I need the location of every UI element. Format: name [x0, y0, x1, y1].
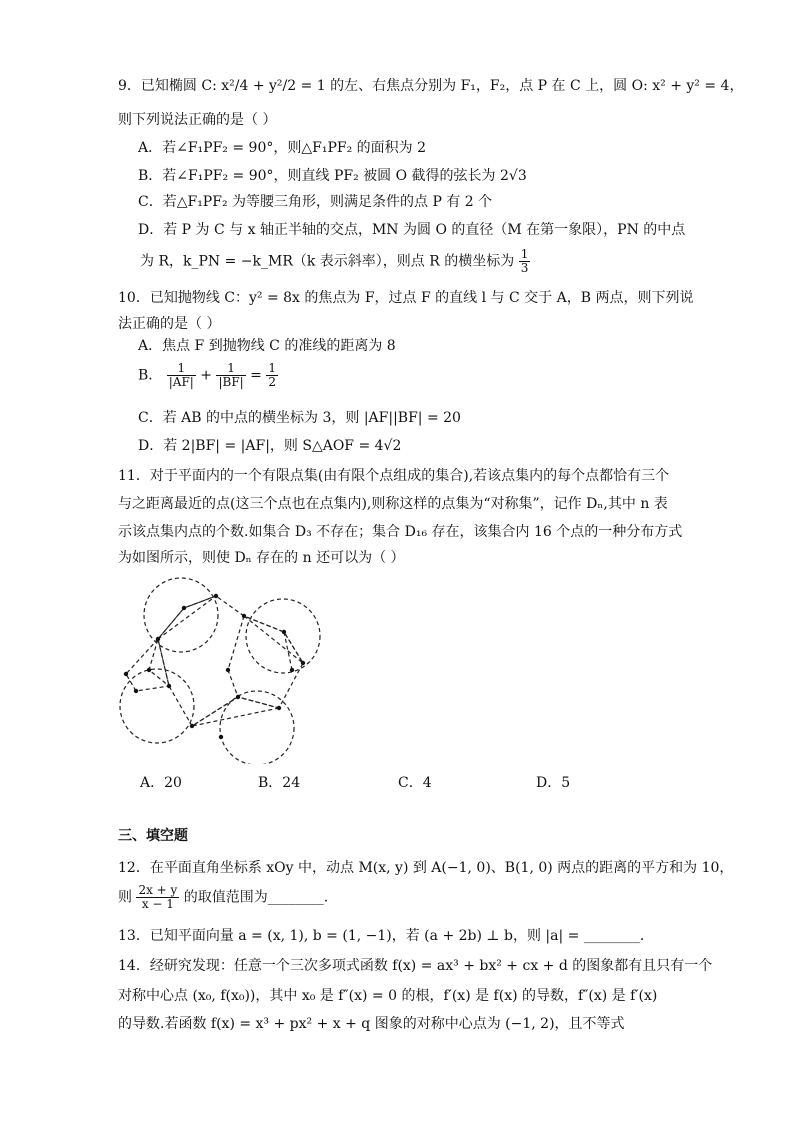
q11-choice-b: B．24 — [258, 775, 301, 791]
circle-bottom-left — [120, 669, 194, 743]
circle-top-left — [144, 578, 218, 652]
q12-fraction — [136, 884, 179, 911]
q11-stem-line3: 示该点集内点的个数.如集合 D₃ 不存在；集合 D₁₆ 存在，该集合内 16 个点的一种分布方式 — [118, 524, 683, 540]
point — [190, 724, 194, 728]
q10-fraction-3 — [266, 362, 278, 389]
section-heading: 三、填空题 — [118, 828, 188, 844]
q9-fraction — [519, 248, 531, 275]
point — [236, 695, 240, 699]
q12-stem-line2 — [118, 884, 328, 911]
point — [226, 668, 230, 672]
point — [301, 661, 305, 665]
point — [124, 672, 128, 676]
q11-choice-d: D．5 — [536, 775, 571, 791]
point — [134, 689, 138, 693]
q12-stem-line1: 12．在平面直角坐标系 xOy 中，动点 M(x, y) 到 A(−1, 0)、B(1, 0) 两点的距离的平方和为 10， — [118, 860, 734, 876]
q9-option-d-line1: D．若 P 为 C 与 x 轴正半轴的交点，MN 为圆 O 的直径（M 在第一象限），PN 的中点 — [138, 222, 686, 238]
inner-link-1 — [228, 616, 244, 697]
q9-fraction-den: 3 — [520, 261, 529, 275]
q9-stem-line2: 则下列说法正确的是（ ） — [118, 112, 277, 128]
q10-option-b — [138, 362, 278, 389]
q11-stem-line2: 与之距离最近的点(这三个点也在点集内),则称这样的点集为“对称集”，记作 Dₙ,其中 n 表 — [118, 496, 668, 512]
q10-fraction-3-num: 1 — [268, 361, 276, 375]
q13-stem: 13．已知平面向量 a = (x, 1), b = (1, −1)，若 (a + 2b) ⊥ b，则 |a| = ________. — [118, 928, 645, 944]
q14-stem-line2: 对称中心点 (x₀, f(x₀))，其中 x₀ 是 f″(x) = 0 的根，f′(x) 是 f(x) 的导数，f″(x) 是 f′(x) — [118, 988, 658, 1004]
q12-fraction-den: x − 1 — [141, 897, 174, 911]
q11-choice-c: C．4 — [398, 775, 432, 791]
q12-prefix: 则 — [118, 889, 132, 906]
point — [182, 606, 186, 610]
q9-option-a: A．若∠F₁PF₂ = 90°，则△F₁PF₂ 的面积为 2 — [138, 140, 427, 156]
q10-stem-line2: 法正确的是（ ） — [118, 316, 221, 332]
q10-fraction-1-num: 1 — [167, 362, 196, 376]
point — [219, 735, 223, 739]
point — [290, 668, 294, 672]
outer-dashed-path — [158, 596, 303, 726]
q14-stem-line3: 的导数.若函数 f(x) = x³ + px² + x + q 图象的对称中心点为 (−1, 2)，且不等式 — [118, 1016, 625, 1032]
q10-stem-line1: 10．已知抛物线 C：y² = 8x 的焦点为 F，过点 F 的直线 l 与 C 交于 A，B 两点，则下列说 — [118, 290, 694, 306]
q10-fraction-2-num: 1 — [216, 362, 245, 376]
q10-fraction-1 — [167, 362, 196, 389]
q10-fraction-1-den: |AF| — [168, 375, 194, 389]
q10-option-a: A．焦点 F 到抛物线 C 的准线的距离为 8 — [138, 338, 396, 354]
q9-option-c: C．若△F₁PF₂ 为等腰三角形，则满足条件的点 P 有 2 个 — [138, 194, 493, 210]
q11-stem-line1: 11．对于平面内的一个有限点集(由有限个点组成的集合),若该点集内的每个点都恰有三个 — [118, 468, 670, 484]
q10-fraction-3-den: 2 — [268, 375, 276, 389]
q9-option-d-text: 为 R，k_PN = −k_MR（k 表示斜率），则点 R 的横坐标为 — [140, 253, 515, 270]
point — [156, 637, 160, 641]
point — [282, 630, 286, 634]
point — [167, 684, 171, 688]
q10-equals-sign: = — [250, 367, 267, 384]
point — [277, 706, 281, 710]
triangle-1 — [158, 596, 216, 639]
symmetric-set-figure — [118, 572, 324, 764]
q10-fraction-2-den: |BF| — [218, 375, 244, 389]
q10-option-c: C．若 AB 的中点的横坐标为 3，则 |AF||BF| = 20 — [138, 410, 461, 426]
q12-suffix: 的取值范围为________. — [183, 889, 329, 906]
q9-option-d-line2 — [140, 248, 530, 275]
q9-stem-line1: 9．已知椭圆 C: x²/4 + y²/2 = 1 的左、右焦点分别为 F₁，F₂，点 P 在 C 上，圆 O: x² + y² = 4， — [118, 78, 744, 94]
circle-top-right — [246, 599, 320, 673]
q12-fraction-num: 2x + y — [138, 883, 178, 897]
q11-choice-a: A．20 — [140, 775, 182, 791]
q9-option-b: B．若∠F₁PF₂ = 90°，则直线 PF₂ 被圆 O 截得的弦长为 2√3 — [138, 168, 527, 184]
q10-fraction-2 — [216, 362, 245, 389]
point — [147, 668, 151, 672]
q11-stem-line4: 为如图所示，则使 Dₙ 存在的 n 还可以为（ ） — [118, 550, 405, 566]
point — [214, 594, 218, 598]
point — [242, 614, 246, 618]
q9-fraction-num: 1 — [520, 247, 529, 261]
q14-stem-line1: 14．经研究发现：任意一个三次多项式函数 f(x) = ax³ + bx² + cx + d 的图象都有且只有一个 — [118, 958, 713, 974]
triangle-2 — [244, 616, 303, 663]
q10-plus-sign: + — [200, 367, 217, 384]
q10-option-b-label: B． — [138, 367, 163, 384]
triangle-3 — [192, 697, 279, 726]
q10-option-d: D．若 2|BF| = |AF|，则 S△AOF = 4√2 — [138, 438, 402, 454]
